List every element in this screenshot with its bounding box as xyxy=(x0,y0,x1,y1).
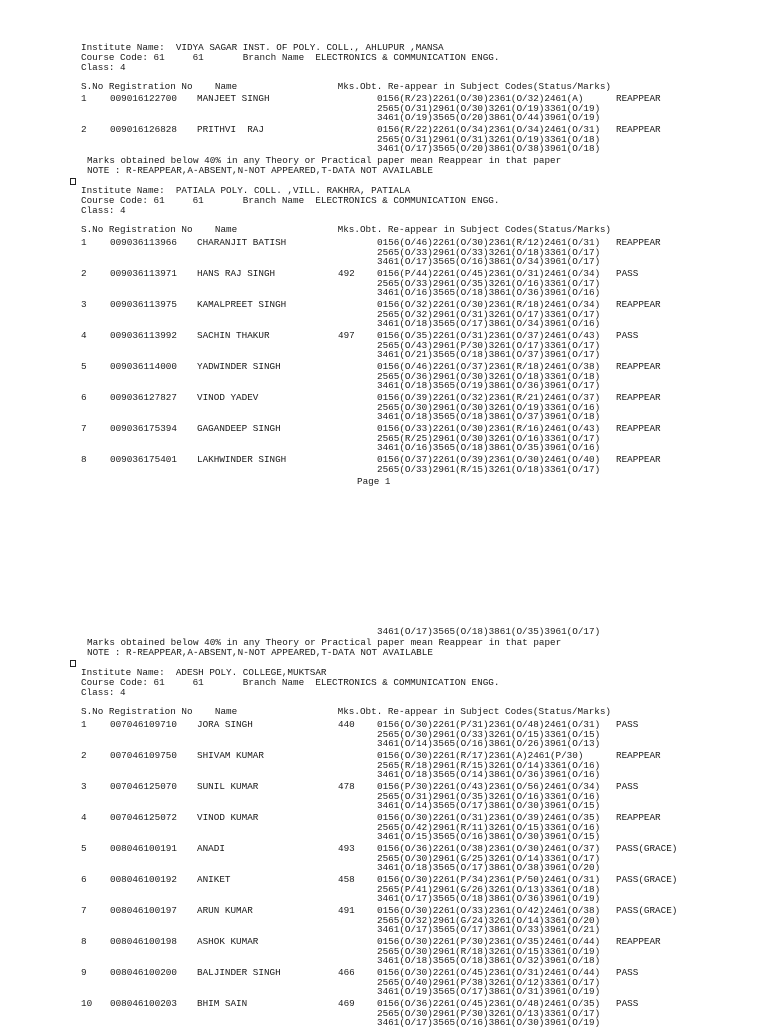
subject-codes-line: 3461(O/18)3565(O/18)3861(O/37)3961(O/18) xyxy=(377,411,601,422)
student-marks: 493 xyxy=(338,843,355,854)
student-status: PASS(GRACE) xyxy=(616,905,678,916)
subject-codes-line: 2565(R/18)2961(R/15)3261(O/14)3361(O/16) xyxy=(377,759,601,771)
student-status: PASS xyxy=(616,998,639,1009)
student-sno: 4 xyxy=(81,330,87,341)
student-sno: 2 xyxy=(81,750,87,761)
student-registration-no: 009016122700 xyxy=(110,93,177,104)
student-status: REAPPEAR xyxy=(616,237,661,248)
student-registration-no: 009036113992 xyxy=(110,330,177,341)
student-name: LAKHWINDER SINGH xyxy=(197,454,287,465)
subject-codes-line: 0156(R/23)2261(O/30)2361(O/32)2461(A) xyxy=(377,93,584,104)
student-sno: 5 xyxy=(81,843,87,854)
student-status: PASS xyxy=(616,330,639,341)
student-name: PRITHVI RAJ xyxy=(197,124,264,135)
student-status: PASS(GRACE) xyxy=(616,874,678,885)
subject-codes-line: 2565(O/32)2961(G/24)3261(O/14)3361(O/20) xyxy=(377,914,601,926)
subject-codes-line: 2565(O/31)2961(O/31)3261(O/19)3361(O/18) xyxy=(377,133,601,145)
student-registration-no: 009036127827 xyxy=(110,392,177,403)
student-registration-no: 009016126828 xyxy=(110,124,177,135)
student-sno: 8 xyxy=(81,936,87,947)
student-name: ANADI xyxy=(197,843,225,854)
student-marks: 458 xyxy=(338,874,355,885)
subject-codes-line: 3461(O/14)3565(O/16)3861(O/26)3961(O/13) xyxy=(377,738,601,750)
subject-codes-line: 3461(O/19)3565(O/20)3861(O/44)3961(O/19) xyxy=(377,112,601,123)
subject-codes-line: 2565(P/41)2961(G/26)3261(O/13)3361(O/18) xyxy=(377,883,601,895)
subject-codes-line: 2565(O/33)2961(O/35)3261(O/16)3361(O/17) xyxy=(377,277,601,289)
student-marks: 466 xyxy=(338,967,355,978)
subject-codes-line: 3461(O/17)3565(O/16)3861(O/30)3961(O/19) xyxy=(377,1017,601,1028)
student-name: BALJINDER SINGH xyxy=(197,967,281,978)
student-sno: 3 xyxy=(81,299,87,310)
marks-note: Marks obtained below 40% in any Theory or Practical paper mean Reappear in that paper xyxy=(87,155,562,166)
student-name: HANS RAJ SINGH xyxy=(197,268,276,279)
student-sno: 1 xyxy=(81,237,87,248)
student-marks: 491 xyxy=(338,905,355,916)
subject-codes-line: 3461(O/16)3565(O/18)3861(O/36)3961(O/16) xyxy=(377,287,601,298)
subject-codes-line: 3461(O/17)3565(O/20)3861(O/38)3961(O/18) xyxy=(377,143,601,154)
subject-codes-line: 0156(O/37)2261(O/39)2361(O/30)2461(O/40) xyxy=(377,454,601,465)
student-sno: 7 xyxy=(81,905,87,916)
subject-codes-line: 0156(O/32)2261(O/30)2361(R/18)2461(O/34) xyxy=(377,299,601,310)
student-marks: 497 xyxy=(338,330,355,341)
student-sno: 2 xyxy=(81,268,87,279)
subject-codes-line: 2565(O/42)2961(R/11)3261(O/15)3361(O/16) xyxy=(377,821,601,833)
student-status: PASS xyxy=(616,781,639,792)
subject-codes-line: 2565(O/43)2961(P/30)3261(O/17)3361(O/17) xyxy=(377,339,601,351)
student-status: REAPPEAR xyxy=(616,299,661,310)
subject-codes-line: 3461(O/19)3565(O/17)3861(O/31)3961(O/19) xyxy=(377,986,601,998)
subject-codes-line: 2565(O/33)2961(R/15)3261(O/18)3361(O/17) xyxy=(377,463,601,475)
student-status: PASS xyxy=(616,719,639,730)
subject-codes-line: 3461(O/17)3565(O/17)3861(O/33)3961(O/21) xyxy=(377,924,601,936)
page-number: Page 1 xyxy=(357,476,391,487)
student-marks: 440 xyxy=(338,719,355,730)
subject-codes-line: 2565(O/30)2961(O/33)3261(O/15)3361(O/15) xyxy=(377,728,601,740)
student-registration-no: 009036113975 xyxy=(110,299,177,310)
student-name: ARUN KUMAR xyxy=(197,905,253,916)
column-header-row: S.No Registration No Name Mks.Obt. Re-appear in Subject Codes(Status/Marks) xyxy=(81,81,612,92)
student-sno: 9 xyxy=(81,967,87,978)
student-status: REAPPEAR xyxy=(616,124,661,135)
subject-codes-line: 0156(O/36)2261(O/45)2361(O/48)2461(O/35) xyxy=(377,998,601,1009)
student-marks: 469 xyxy=(338,998,355,1009)
column-header-row: S.No Registration No Name Mks.Obt. Re-appear in Subject Codes(Status/Marks) xyxy=(81,224,612,235)
class-line: Class: 4 xyxy=(81,687,126,698)
student-name: VINOD KUMAR xyxy=(197,812,259,823)
student-name: YADWINDER SINGH xyxy=(197,361,281,372)
subject-codes-line: 0156(O/33)2261(O/30)2361(R/16)2461(O/43) xyxy=(377,423,601,434)
bullet-marker-icon xyxy=(70,660,76,667)
student-sno: 7 xyxy=(81,423,87,434)
column-header-row: S.No Registration No Name Mks.Obt. Re-appear in Subject Codes(Status/Marks) xyxy=(81,706,612,717)
student-status: REAPPEAR xyxy=(616,454,661,465)
subject-codes-line: 3461(O/21)3565(O/18)3861(O/37)3961(O/17) xyxy=(377,349,601,360)
institute-name: Institute Name: PATIALA POLY. COLL. ,VILL. RAKHRA, PATIALA xyxy=(81,185,411,196)
course-branch-line: Course Code: 61 61 Branch Name ELECTRONICS & COMMUNICATION ENGG. xyxy=(81,677,500,688)
subject-codes-line: 0156(P/44)2261(O/45)2361(O/31)2461(O/34) xyxy=(377,268,601,279)
subject-codes-line: 0156(O/36)2261(O/38)2361(O/30)2461(O/37) xyxy=(377,843,601,854)
student-name: ANIKET xyxy=(197,874,231,885)
student-status: REAPPEAR xyxy=(616,750,661,761)
student-sno: 3 xyxy=(81,781,87,792)
subject-codes-line: 2565(O/33)2961(O/33)3261(O/18)3361(O/17) xyxy=(377,246,601,258)
course-branch-line: Course Code: 61 61 Branch Name ELECTRONICS & COMMUNICATION ENGG. xyxy=(81,52,500,63)
student-registration-no: 007046125070 xyxy=(110,781,177,792)
subject-codes-line: 2565(O/30)2961(G/25)3261(O/14)3361(O/17) xyxy=(377,852,601,864)
institute-name: Institute Name: ADESH POLY. COLLEGE,MUKTSAR xyxy=(81,667,327,678)
student-status: PASS(GRACE) xyxy=(616,843,678,854)
subject-codes-line: 2565(O/30)2961(R/18)3261(O/15)3361(O/19) xyxy=(377,945,601,957)
student-registration-no: 008046100200 xyxy=(110,967,177,978)
student-registration-no: 009036113971 xyxy=(110,268,177,279)
subject-codes-line: 2565(O/31)2961(O/30)3261(O/19)3361(O/19) xyxy=(377,102,601,114)
student-registration-no: 008046100192 xyxy=(110,874,177,885)
student-registration-no: 008046100191 xyxy=(110,843,177,854)
student-name: CHARANJIT BATISH xyxy=(197,237,287,248)
subject-codes-line: 3461(O/14)3565(O/17)3861(O/30)3961(O/15) xyxy=(377,800,601,812)
subject-codes-line: 0156(O/30)2261(P/30)2361(O/35)2461(O/44) xyxy=(377,936,601,947)
student-sno: 8 xyxy=(81,454,87,465)
legend-note: NOTE : R-REAPPEAR,A-ABSENT,N-NOT APPEARED,T-DATA NOT AVAILABLE xyxy=(87,647,433,658)
subject-codes-line: 0156(O/35)2261(O/31)2361(O/37)2461(O/43) xyxy=(377,330,601,341)
student-status: REAPPEAR xyxy=(616,936,661,947)
student-sno: 5 xyxy=(81,361,87,372)
class-line: Class: 4 xyxy=(81,205,126,216)
student-sno: 4 xyxy=(81,812,87,823)
student-registration-no: 008046100198 xyxy=(110,936,177,947)
student-name: SHIVAM KUMAR xyxy=(197,750,264,761)
student-registration-no: 007046125072 xyxy=(110,812,177,823)
student-name: MANJEET SINGH xyxy=(197,93,270,104)
subject-codes-line: 3461(O/18)3565(O/17)3861(O/34)3961(O/16) xyxy=(377,318,601,329)
student-marks: 492 xyxy=(338,268,355,279)
student-name: BHIM SAIN xyxy=(197,998,248,1009)
student-name: VINOD YADEV xyxy=(197,392,259,403)
subject-codes-line: 0156(O/30)2261(P/31)2361(O/48)2461(O/31) xyxy=(377,719,601,730)
student-registration-no: 009036113966 xyxy=(110,237,177,248)
student-registration-no: 008046100203 xyxy=(110,998,177,1009)
carryover-codes-line: 3461(O/17)3565(O/18)3861(O/35)3961(O/17) xyxy=(377,626,601,637)
subject-codes-line: 0156(O/30)2261(O/33)2361(O/42)2461(O/38) xyxy=(377,905,601,916)
student-name: JORA SINGH xyxy=(197,719,253,730)
bullet-marker-icon xyxy=(70,178,76,185)
class-line: Class: 4 xyxy=(81,62,126,73)
legend-note: NOTE : R-REAPPEAR,A-ABSENT,N-NOT APPEARED,T-DATA NOT AVAILABLE xyxy=(87,165,433,176)
student-status: PASS xyxy=(616,967,639,978)
subject-codes-line: 3461(O/15)3565(O/16)3861(O/30)3961(O/15) xyxy=(377,831,601,843)
course-branch-line: Course Code: 61 61 Branch Name ELECTRONICS & COMMUNICATION ENGG. xyxy=(81,195,500,206)
subject-codes-line: 0156(P/30)2261(O/43)2361(O/56)2461(O/34) xyxy=(377,781,601,792)
student-registration-no: 007046109710 xyxy=(110,719,177,730)
student-sno: 1 xyxy=(81,719,87,730)
subject-codes-line: 3461(O/18)3565(O/18)3861(O/32)3961(O/18) xyxy=(377,955,601,967)
student-registration-no: 009036175401 xyxy=(110,454,177,465)
student-registration-no: 008046100197 xyxy=(110,905,177,916)
student-sno: 2 xyxy=(81,124,87,135)
subject-codes-line: 0156(O/30)2261(P/34)2361(P/50)2461(O/31) xyxy=(377,874,601,885)
subject-codes-line: 3461(O/18)3565(O/14)3861(O/36)3961(O/16) xyxy=(377,769,601,781)
student-marks: 478 xyxy=(338,781,355,792)
student-status: REAPPEAR xyxy=(616,93,661,104)
subject-codes-line: 0156(O/30)2261(O/31)2361(O/39)2461(O/35) xyxy=(377,812,601,823)
student-sno: 6 xyxy=(81,392,87,403)
subject-codes-line: 0156(O/30)2261(R/17)2361(A)2461(P/30) xyxy=(377,750,584,761)
subject-codes-line: 2565(O/36)2961(O/30)3261(O/18)3361(O/18) xyxy=(377,370,601,382)
student-status: PASS xyxy=(616,268,639,279)
subject-codes-line: 2565(R/25)2961(O/30)3261(O/16)3361(O/17) xyxy=(377,432,601,444)
subject-codes-line: 0156(O/30)2261(O/45)2361(O/31)2461(O/44) xyxy=(377,967,601,978)
subject-codes-line: 2565(O/31)2961(O/35)3261(O/16)3361(O/16) xyxy=(377,790,601,802)
subject-codes-line: 3461(O/18)3565(O/17)3861(O/38)3961(O/20) xyxy=(377,862,601,874)
student-name: ASHOK KUMAR xyxy=(197,936,259,947)
subject-codes-line: 2565(O/40)2961(P/38)3261(O/12)3361(O/17) xyxy=(377,976,601,988)
subject-codes-line: 0156(O/46)2261(O/37)2361(R/18)2461(O/38) xyxy=(377,361,601,372)
subject-codes-line: 0156(O/39)2261(O/32)2361(R/21)2461(O/37) xyxy=(377,392,601,403)
subject-codes-line: 3461(O/17)3565(O/18)3861(O/36)3961(O/19) xyxy=(377,893,601,905)
student-status: REAPPEAR xyxy=(616,423,661,434)
student-name: SACHIN THAKUR xyxy=(197,330,270,341)
student-name: GAGANDEEP SINGH xyxy=(197,423,281,434)
student-sno: 1 xyxy=(81,93,87,104)
subject-codes-line: 3461(O/18)3565(O/19)3861(O/36)3961(O/17) xyxy=(377,380,601,391)
student-sno: 10 xyxy=(81,998,93,1009)
subject-codes-line: 0156(O/46)2261(O/30)2361(R/12)2461(O/31) xyxy=(377,237,601,248)
subject-codes-line: 2565(O/30)2961(P/30)3261(O/13)3361(O/17) xyxy=(377,1007,601,1019)
student-name: KAMALPREET SINGH xyxy=(197,299,287,310)
student-status: REAPPEAR xyxy=(616,361,661,372)
student-status: REAPPEAR xyxy=(616,812,661,823)
student-status: REAPPEAR xyxy=(616,392,661,403)
subject-codes-line: 3461(O/17)3565(O/16)3861(O/34)3961(O/17) xyxy=(377,256,601,267)
subject-codes-line: 2565(O/30)2961(O/30)3261(O/19)3361(O/16) xyxy=(377,401,601,413)
student-registration-no: 007046109750 xyxy=(110,750,177,761)
institute-name: Institute Name: VIDYA SAGAR INST. OF POLY. COLL., AHLUPUR ,MANSA xyxy=(81,42,444,53)
student-sno: 6 xyxy=(81,874,87,885)
subject-codes-line: 3461(O/16)3565(O/18)3861(O/35)3961(O/16) xyxy=(377,442,601,453)
subject-codes-line: 2565(O/32)2961(O/31)3261(O/17)3361(O/17) xyxy=(377,308,601,320)
subject-codes-line: 0156(R/22)2261(O/34)2361(O/34)2461(O/31) xyxy=(377,124,601,135)
marks-note: Marks obtained below 40% in any Theory or Practical paper mean Reappear in that paper xyxy=(87,637,562,648)
student-name: SUNIL KUMAR xyxy=(197,781,259,792)
student-registration-no: 009036114000 xyxy=(110,361,177,372)
student-registration-no: 009036175394 xyxy=(110,423,177,434)
